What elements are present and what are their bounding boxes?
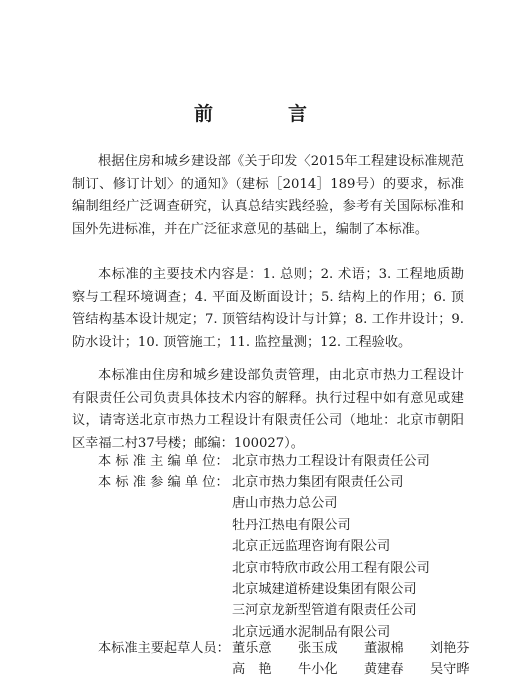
participating-units-list bbox=[232, 472, 430, 643]
drafter-name: 吴守晔 bbox=[430, 662, 470, 678]
participating-unit: 北京远通水泥制品有限公司 bbox=[232, 624, 391, 640]
page-title: 前 言 bbox=[193, 103, 335, 125]
drafter-name: 牛小化 bbox=[298, 662, 338, 678]
drafter-name: 董乐意 bbox=[232, 641, 272, 656]
participating-units-label: 本 标 准 参 编 单 位： bbox=[98, 475, 229, 490]
drafter-name: 黄建春 bbox=[364, 662, 404, 678]
drafters-row-2 bbox=[232, 659, 496, 680]
participating-unit: 北京正远监理咨询有限公司 bbox=[232, 539, 391, 555]
drafters-row-1 bbox=[232, 638, 496, 659]
participating-units-block bbox=[72, 472, 492, 643]
drafters-label: 本标准主要起草人员： bbox=[98, 641, 230, 656]
paragraph-management: 本标准由住房和城乡建设部负责管理，由北京市热力工程设计有限责任公司负责具体技术内容的解释。执行过程中如有意见或建议，请寄送北京市热力工程设计有限责任公司（地址：北京市朝阳区幸福二村37号楼；邮编：100027）。 bbox=[72, 368, 464, 451]
paragraph-contents: 本标准的主要技术内容是：1. 总则；2. 术语；3. 工程地质勘察与工程环境调查；4. 平面及断面设计；5. 结构上的作用；6. 顶管结构基本设计规定；7. 顶管结构设计与计算；8. 工作井设计；9. 防水设计；10. 顶管施工；11. 监控量测；12. 工程验收。 bbox=[72, 267, 464, 350]
participating-unit: 牡丹江热电有限公司 bbox=[232, 517, 351, 533]
participating-unit: 唐山市热力总公司 bbox=[232, 496, 338, 512]
participating-unit: 北京市热力集团有限责任公司 bbox=[232, 475, 404, 490]
chief-unit-block bbox=[72, 451, 492, 472]
participating-unit: 三河京龙新型管道有限责任公司 bbox=[232, 603, 417, 619]
drafter-name: 张玉成 bbox=[298, 641, 338, 656]
drafter-name: 高 艳 bbox=[232, 662, 272, 678]
drafter-name: 刘艳芬 bbox=[430, 641, 470, 656]
participating-unit: 北京城建道桥建设集团有限公司 bbox=[232, 582, 417, 598]
paragraph-background: 根据住房和城乡建设部《关于印发〈2015年工程建设标准规范制订、修订计划〉的通知》（建标［2014］189号）的要求，标准编制组经广泛调查研究，认真总结实践经验，参考有关国际标准和国外先进标准，并在广泛征求意见的基础上，编制了本标准。 bbox=[72, 154, 464, 237]
participating-unit: 北京市特欣市政公用工程有限公司 bbox=[232, 560, 430, 576]
drafter-name: 董淑棉 bbox=[364, 641, 404, 656]
chief-unit-label: 本 标 准 主 编 单 位： bbox=[98, 454, 229, 469]
chief-unit-value: 北京市热力工程设计有限责任公司 bbox=[232, 454, 430, 469]
drafters-block bbox=[72, 638, 492, 681]
drafters-label-spacer bbox=[72, 659, 232, 680]
